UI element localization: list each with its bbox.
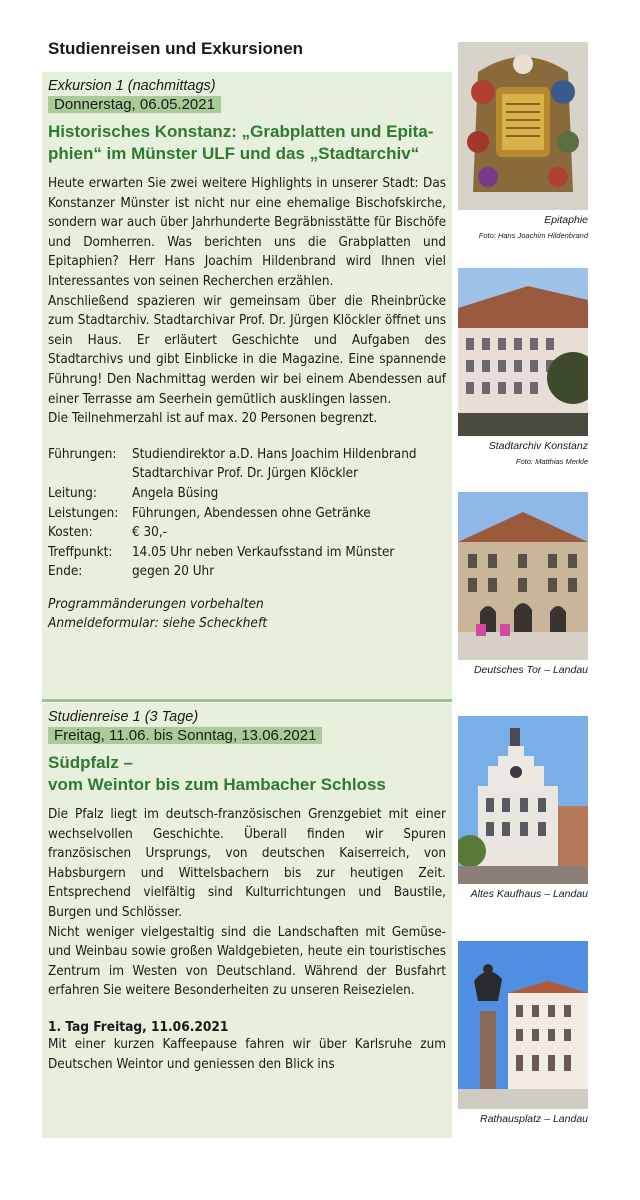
photo-epitaph	[458, 42, 588, 210]
photo-altes-kaufhaus	[458, 716, 588, 884]
detail-row	[48, 484, 446, 504]
note-program-changes: Programmänderungen vorbehalten	[48, 595, 264, 612]
excursion-title	[48, 121, 446, 165]
detail-key	[48, 464, 132, 484]
detail-row	[48, 562, 446, 582]
photo-stadtarchiv	[458, 268, 588, 436]
trip-date: Freitag, 11.06. bis Sonntag, 13.06.2021	[48, 727, 322, 744]
excursion-para1: Heute erwarten Sie zwei weitere Highlights in unserer Stadt: Das Konstanzer Münster ist nicht nur eine ehemalige Bischofskirche, sondern war auch über Jahrhunderte Begräbnisstätte für Bischöfe und Domherren. Was berichten uns die Grabplatten und Epitaphien? Herr Hans Joachim Hildenbrand wird Ihnen viel Interessantes von seinen Recherchen erzählen.	[48, 176, 446, 289]
caption-rathausplatz: Rathausplatz – Landau	[480, 1113, 588, 1125]
detail-value: € 30,-	[132, 525, 167, 541]
excursion-para2: Anschließend spazieren wir gemeinsam über die Rheinbrücke zum Stadtarchiv. Stadtarchivar Prof. Dr. Jürgen Klöckler öffnet uns sein Haus. Er erläutert Geschichte und Aufgaben des Stadtarchivs und gibt Einblicke in die Magazine. Eine spannende Führung! Den Nachmittag werden wir bei einem Abendessen auf einer Terrasse am Seerhein gemütlich ausklingen lassen.	[48, 293, 446, 407]
trip-title-line1: Südpfalz –	[48, 753, 134, 772]
photo-rathausplatz	[458, 941, 588, 1109]
day1-label: 1. Tag Freitag, 11.06.2021	[48, 1018, 229, 1035]
excursion-box	[42, 72, 452, 700]
credit-stadtarchiv: Foto: Matthias Merkle	[515, 457, 588, 466]
excursion-para3: Die Teilnehmerzahl ist auf max. 20 Personen begrenzt.	[48, 411, 378, 427]
trip-para1: Die Pfalz liegt im deutsch-französischen Grenzgebiet mit einer wechselvollen Geschichte. Überall finden wir Spuren französischen Ursprungs, von deutschen Kaiserreich, von Habsburgern und Wittelsbachern bis zur heutigen Zeit. Entsprechend vielfältig sind Kulturrichtungen und Baustile, Burgen und Schlösser.	[48, 807, 446, 920]
detail-key: Kosten:	[48, 525, 93, 541]
detail-key: Leitung:	[48, 485, 97, 501]
trip-body	[48, 805, 446, 1001]
caption-altes-kaufhaus: Altes Kaufhaus – Landau	[470, 888, 588, 900]
excursion-kicker: Exkursion 1 (nachmittags)	[48, 78, 216, 94]
detail-key: Treffpunkt:	[48, 544, 113, 560]
credit-epitaph: Foto: Hans Joachim Hildenbrand	[478, 231, 588, 240]
trip-box	[42, 703, 452, 1138]
detail-row	[48, 504, 446, 524]
day1-text: Mit einer kurzen Kaffeepause fahren wir über Karlsruhe zum Deutschen Weintor und geniessen den Blick ins	[48, 1036, 446, 1072]
detail-value: Stadtarchivar Prof. Dr. Jürgen Klöckler	[132, 466, 359, 482]
section-divider	[42, 699, 452, 702]
trip-para2: Nicht weniger vielgestaltig sind die Landschaften mit Gemüse- und Weinbau sowie großen Waldgebieten, heute ein touristisches Zentrum im Westen von Deutschland. Während der Busfahrt erfahren Sie weitere Besonderheiten zu unseren Reisezielen.	[48, 924, 446, 999]
excursion-title-line1: Historisches Konstanz: „Grabplatten und Epita-	[48, 122, 434, 141]
trip-title-line2: vom Weintor bis zum Hambacher Schloss	[48, 775, 386, 794]
detail-row	[48, 464, 446, 484]
caption-deutsches-tor: Deutsches Tor – Landau	[473, 664, 588, 676]
detail-value: gegen 20 Uhr	[132, 564, 215, 580]
detail-value: 14.05 Uhr neben Verkaufsstand im Münster	[132, 544, 395, 560]
note-registration: Anmeldeformular: siehe Scheckheft	[48, 615, 268, 632]
excursion-body	[48, 174, 446, 429]
photo-deutsches-tor	[458, 492, 588, 660]
detail-value: Angela Büsing	[132, 485, 219, 501]
detail-value: Studiendirektor a.D. Hans Joachim Hildenbrand	[132, 446, 417, 462]
detail-row	[48, 523, 446, 543]
trip-title	[48, 752, 446, 796]
page-heading: Studienreisen und Exkursionen	[48, 39, 304, 58]
excursion-details	[48, 445, 446, 582]
detail-row	[48, 445, 446, 465]
caption-epitaph: Epitaphie	[544, 214, 588, 226]
detail-key: Leistungen:	[48, 505, 119, 521]
detail-value: Führungen, Abendessen ohne Getränke	[132, 505, 371, 521]
excursion-date: Donnerstag, 06.05.2021	[48, 96, 221, 113]
caption-stadtarchiv: Stadtarchiv Konstanz	[488, 440, 588, 452]
detail-key: Führungen:	[48, 446, 117, 462]
trip-kicker: Studienreise 1 (3 Tage)	[48, 709, 199, 725]
detail-key: Ende:	[48, 564, 83, 580]
detail-row	[48, 543, 446, 563]
excursion-notes	[48, 595, 446, 634]
excursion-title-line2: phien“ im Münster ULF und das „Stadtarchiv“	[48, 144, 420, 163]
